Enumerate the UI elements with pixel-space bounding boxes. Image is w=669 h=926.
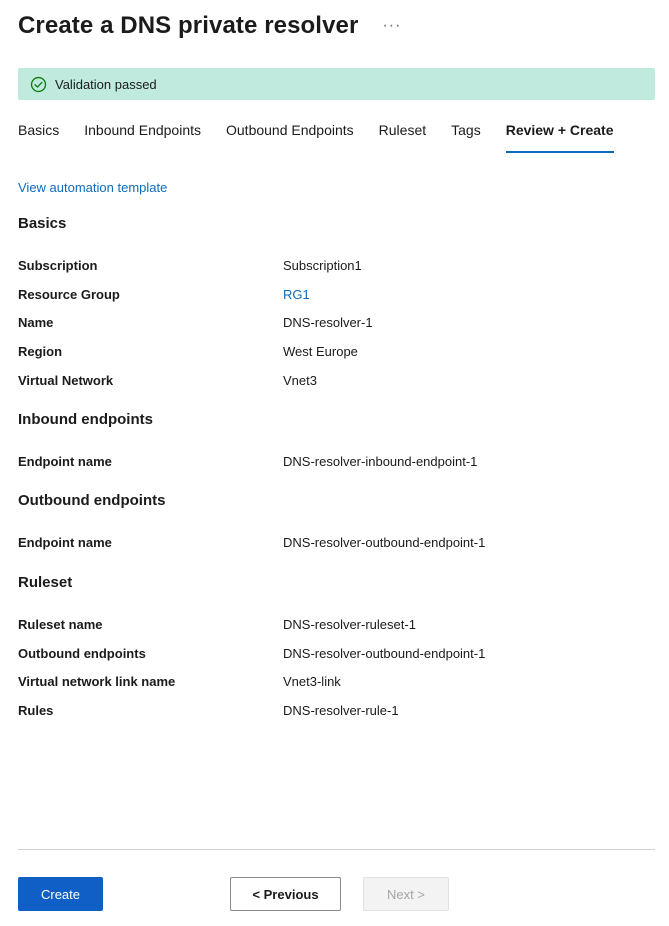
row-value: DNS-resolver-inbound-endpoint-1: [283, 453, 478, 469]
row-value: DNS-resolver-rule-1: [283, 702, 399, 718]
row-label: Name: [18, 315, 54, 331]
row-label: Rules: [18, 702, 54, 718]
basics-row-subscription: [18, 251, 638, 280]
basics-row-virtual-network: [18, 366, 638, 395]
inbound-row-endpoint-name: [18, 447, 638, 476]
basics-row-name: [18, 308, 638, 337]
row-label: Virtual network link name: [18, 674, 176, 690]
outbound-section-title: Outbound endpoints: [18, 492, 166, 509]
basics-section-title: Basics: [18, 215, 67, 232]
basics-section: [18, 215, 638, 394]
outbound-row-endpoint-name: [18, 528, 638, 557]
ruleset-row-name: [18, 610, 638, 639]
row-label: Endpoint name: [18, 453, 112, 469]
previous-button[interactable]: < Previous: [230, 877, 341, 911]
basics-row-resource-group: [18, 280, 638, 309]
inbound-section-title: Inbound endpoints: [18, 411, 153, 428]
view-automation-template-link[interactable]: View automation template: [18, 180, 168, 195]
basics-row-region: [18, 337, 638, 366]
tab-outbound-endpoints[interactable]: Outbound Endpoints: [226, 122, 354, 138]
row-value: DNS-resolver-outbound-endpoint-1: [283, 645, 486, 661]
row-value: Vnet3: [283, 372, 317, 388]
row-value: Vnet3-link: [283, 674, 341, 690]
tab-ruleset[interactable]: Ruleset: [378, 122, 427, 138]
tab-review-create[interactable]: Review + Create: [506, 112, 614, 153]
tab-inbound-endpoints[interactable]: Inbound Endpoints: [84, 122, 201, 138]
footer-divider: [18, 849, 655, 850]
next-button[interactable]: Next >: [363, 877, 449, 911]
more-horizontal-icon[interactable]: ···: [382, 17, 402, 34]
row-label: Region: [18, 343, 63, 359]
ruleset-row-outbound-endpoints: [18, 639, 638, 668]
page-title: Create a DNS private resolver: [18, 12, 359, 39]
row-label: Resource Group: [18, 286, 120, 302]
row-value: Subscription1: [283, 257, 362, 273]
ruleset-section: [18, 574, 638, 725]
row-label: Ruleset name: [18, 616, 103, 632]
ruleset-row-vnet-link-name: [18, 667, 638, 696]
resource-group-link[interactable]: RG1: [283, 286, 310, 302]
row-value: DNS-resolver-ruleset-1: [283, 616, 416, 632]
outbound-endpoints-section: [18, 492, 638, 557]
row-value: DNS-resolver-1: [283, 315, 373, 331]
row-label: Subscription: [18, 257, 98, 273]
row-value: DNS-resolver-outbound-endpoint-1: [283, 534, 486, 550]
validation-banner: [18, 68, 655, 100]
title-row: [18, 8, 401, 44]
inbound-endpoints-section: [18, 411, 638, 476]
row-label: Virtual Network: [18, 372, 114, 388]
row-value: West Europe: [283, 343, 358, 359]
ruleset-section-title: Ruleset: [18, 574, 73, 591]
row-label: Endpoint name: [18, 534, 112, 550]
validation-text: Validation passed: [55, 76, 157, 92]
tab-basics[interactable]: Basics: [18, 122, 60, 138]
create-button[interactable]: Create: [18, 877, 103, 911]
wizard-tabs: [18, 112, 655, 154]
row-label: Outbound endpoints: [18, 645, 146, 661]
check-circle-icon: [30, 76, 47, 93]
tab-tags[interactable]: Tags: [451, 122, 481, 138]
ruleset-row-rules: [18, 696, 638, 725]
